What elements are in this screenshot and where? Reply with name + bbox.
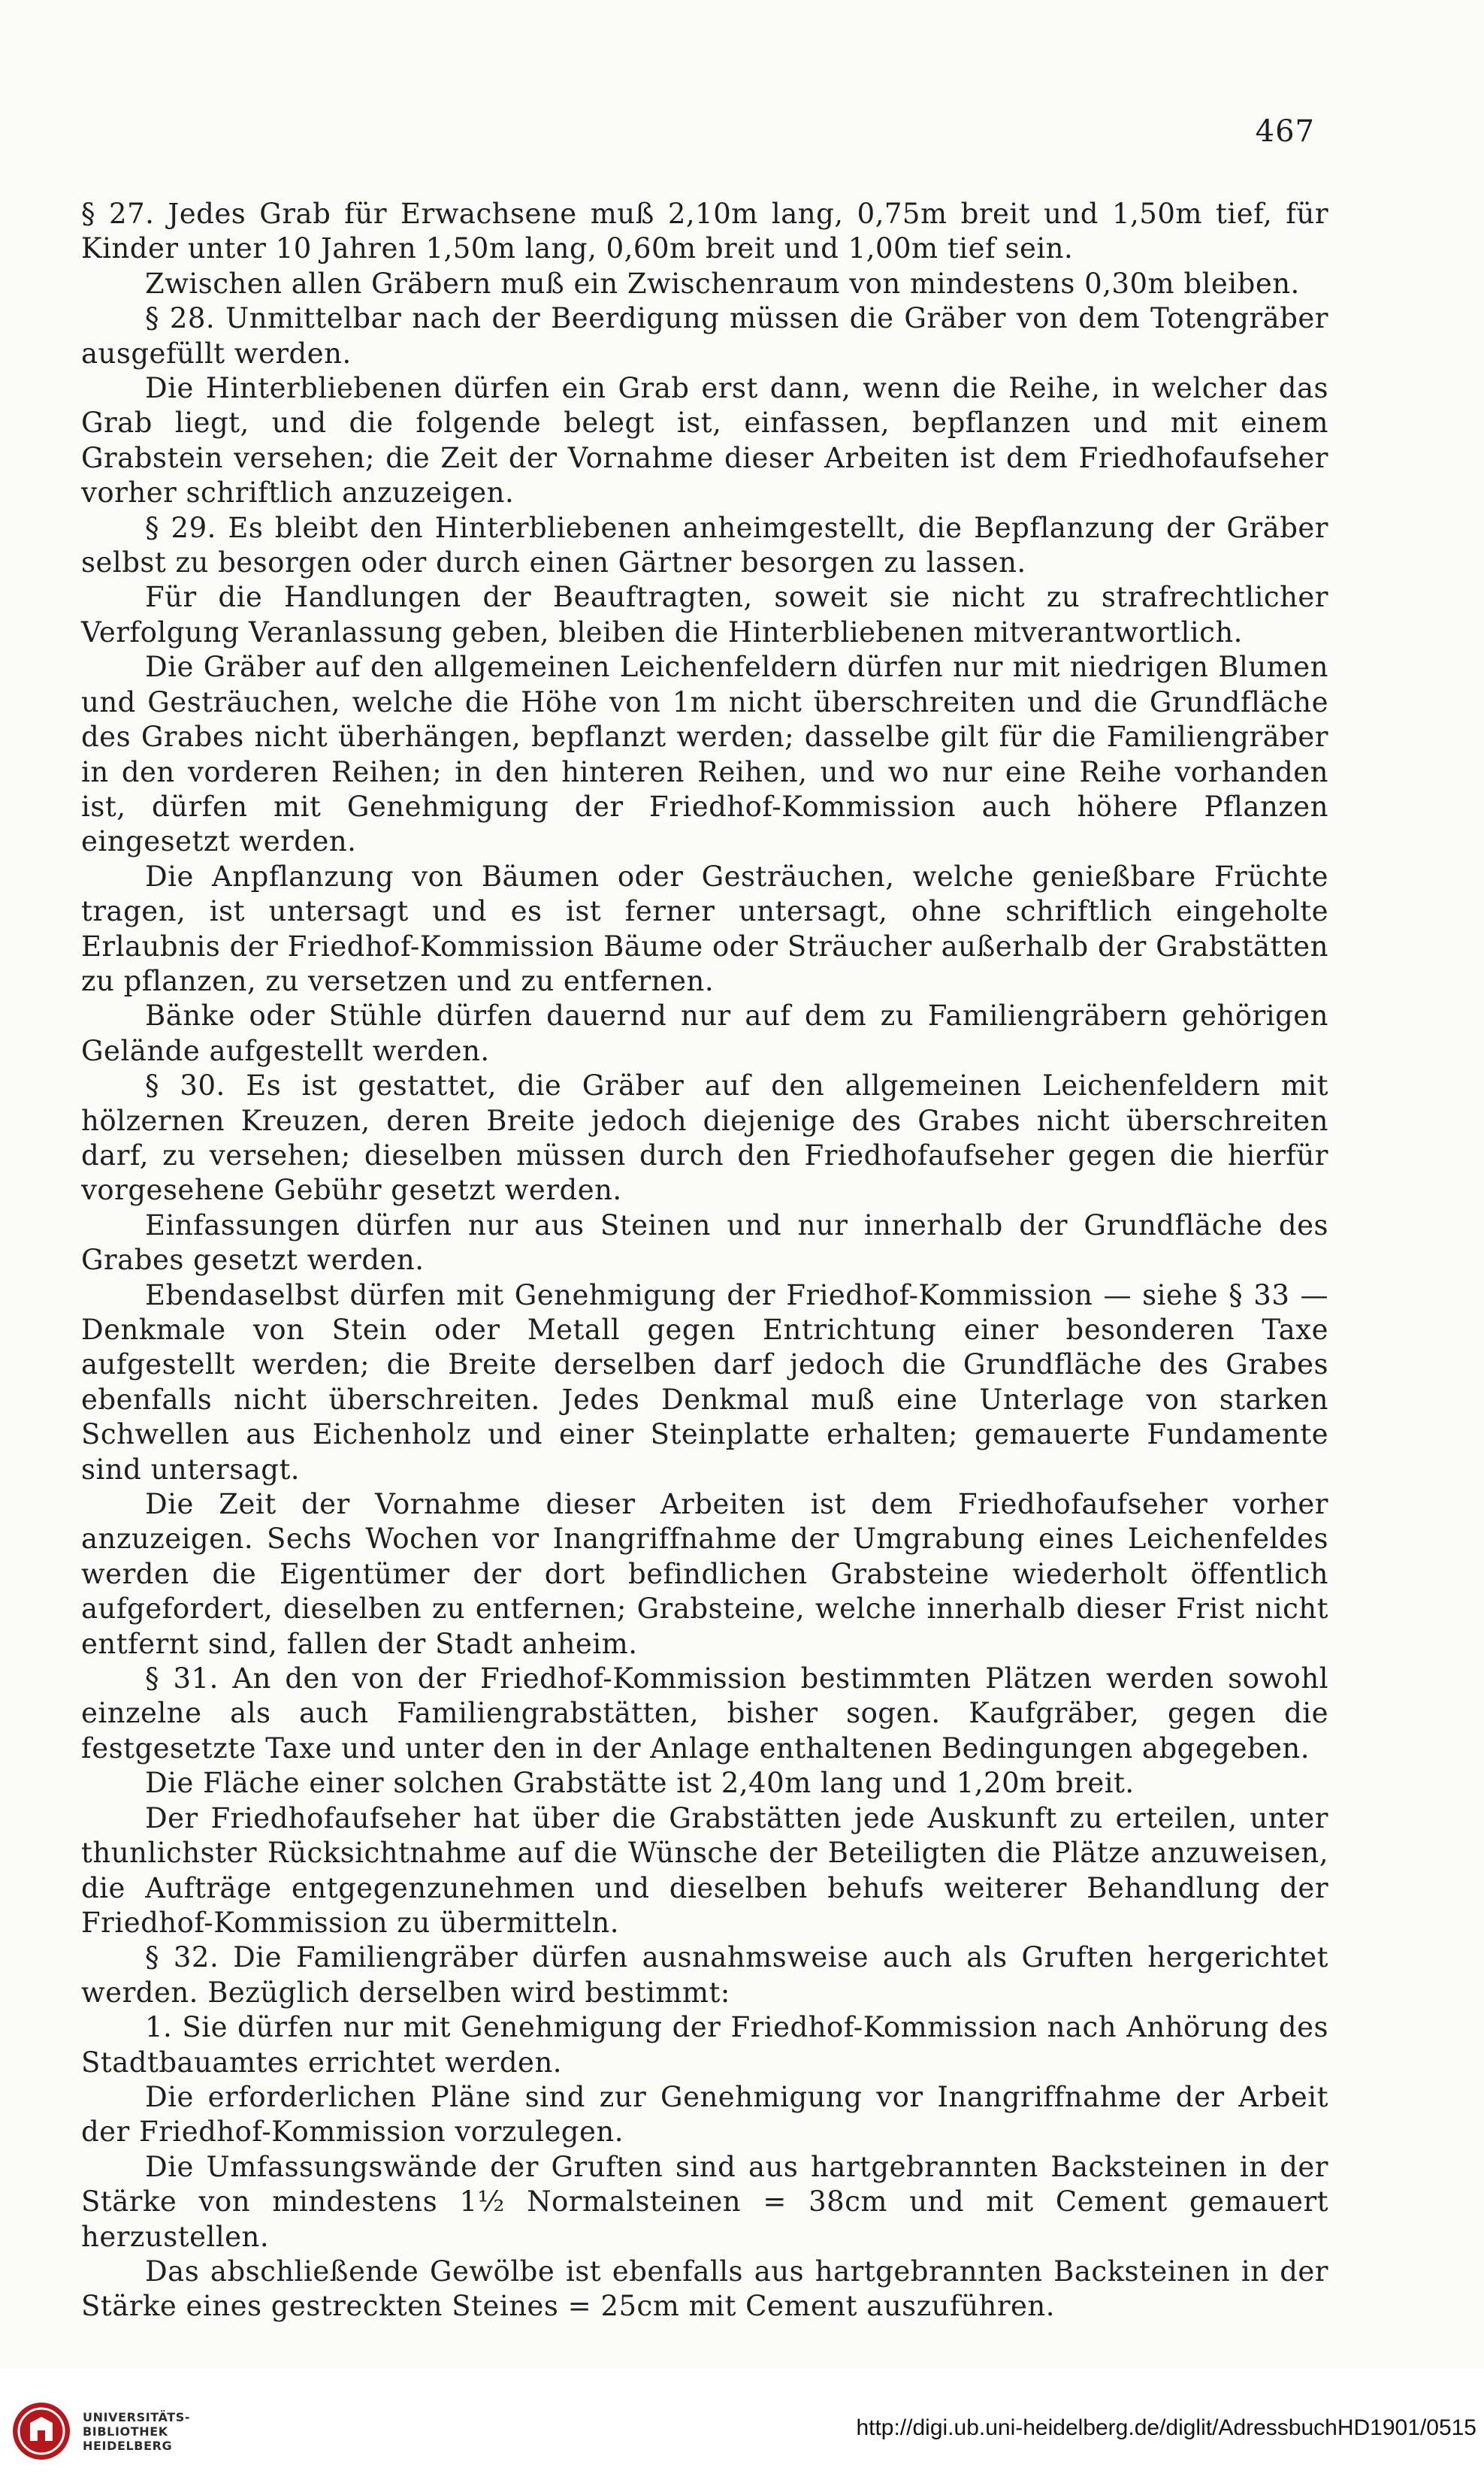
logo-line-1: UNIVERSITÄTS-	[83, 2409, 191, 2424]
paragraph: Zwischen allen Gräbern muß ein Zwischenraum von mindestens 0,30m bleiben.	[145, 267, 1300, 300]
list-item-1: 1. Sie dürfen nur mit Genehmigung der Friedhof-Kommission nach Anhörung des Stadtbauamtes errichtet werden.	[81, 2011, 1328, 2079]
paragraph: Das abschließende Gewölbe ist ebenfalls aus hartgebrannten Backsteinen in der Stärke eines gestreckten Steines = 25cm mit Cement auszuführen.	[81, 2255, 1328, 2323]
paragraph: Die Umfassungswände der Gruften sind aus hartgebrannten Backsteinen in der Stärke von mindestens 1½ Normalsteinen = 38cm und mit Cement gemauert herzustellen.	[81, 2150, 1328, 2253]
paragraph-32: § 32. Die Familiengräber dürfen ausnahmsweise auch als Gruften hergerichtet werden. Bezüglich derselben wird bestimmt:	[81, 1941, 1328, 2009]
paragraph: Bänke oder Stühle dürfen dauernd nur auf dem zu Familiengräbern gehörigen Gelände aufgestellt werden.	[81, 1000, 1328, 1067]
paragraph: Der Friedhofaufseher hat über die Grabstätten jede Auskunft zu erteilen, unter thunlichster Rücksichtnahme auf die Wünsche der Beteiligten die Plätze anzuweisen, die Aufträge entgegenzunehmen und dieselben behufs weiterer Behandlung der Friedhof-Kommission zu übermitteln.	[81, 1801, 1328, 1939]
paragraph: Die Hinterbliebenen dürfen ein Grab erst dann, wenn die Reihe, in welcher das Grab liegt, und die folgende belegt ist, einfassen, bepflanzen und mit einem Grabstein versehen; die Zeit der Vornahme dieser Arbeiten ist dem Friedhofaufseher vorher schriftlich anzuzeigen.	[81, 372, 1328, 510]
paragraph-28: § 28. Unmittelbar nach der Beerdigung müssen die Gräber von dem Totengräber ausgefüllt werden.	[81, 302, 1328, 370]
heidelberg-seal-icon	[11, 2400, 72, 2462]
paragraph-27: § 27. Jedes Grab für Erwachsene muß 2,10m lang, 0,75m breit und 1,50m tief, für Kinder unter 10 Jahren 1,50m lang, 0,60m breit und 1,00m tief sein.	[81, 198, 1328, 265]
source-url-link[interactable]: http://digi.ub.uni-heidelberg.de/diglit/AdressbuchHD1901/0515	[856, 2415, 1476, 2440]
library-name	[83, 2410, 190, 2453]
paragraph: Einfassungen dürfen nur aus Steinen und nur innerhalb der Grundfläche des Grabes gesetzt werden.	[81, 1208, 1328, 1277]
page-number: 467	[1255, 114, 1315, 149]
paragraph: Die Fläche einer solchen Grabstätte ist 2,40m lang und 1,20m breit.	[145, 1767, 1135, 1800]
paragraph: Für die Handlungen der Beauftragten, soweit sie nicht zu strafrechtlicher Verfolgung Veranlassung geben, bleiben die Hinterbliebenen mitverantwortlich.	[81, 581, 1328, 649]
paragraph: Die Gräber auf den allgemeinen Leichenfeldern dürfen nur mit niedrigen Blumen und Gesträuchen, welche die Höhe von 1m nicht überschreiten und die Grundfläche des Grabes nicht überhängen, bepflanzt werden; dasselbe gilt für die Familiengräber in den vorderen Reihen; in den hinteren Reihen, und wo nur eine Reihe vorhanden ist, dürfen mit Genehmigung der Friedhof-Kommission auch höhere Pflanzen eingesetzt werden.	[81, 651, 1328, 858]
paragraph: Ebendaselbst dürfen mit Genehmigung der Friedhof-Kommission — siehe § 33 — Denkmale von Stein oder Metall gegen Entrichtung einer besonderen Taxe aufgestellt werden; die Breite derselben darf jedoch die Grundfläche des Grabes ebenfalls nicht überschreiten. Jedes Denkmal muß eine Unterlage von starken Schwellen aus Eichenholz und einer Steinplatte erhalten; gemauerte Fundamente sind untersagt.	[81, 1278, 1328, 1486]
paragraph-29: § 29. Es bleibt den Hinterbliebenen anheimgestellt, die Bepflanzung der Gräber selbst zu besorgen oder durch einen Gärtner besorgen zu lassen.	[81, 511, 1328, 579]
logo-line-3: HEIDELBERG	[83, 2438, 173, 2453]
paragraph: Die Anpflanzung von Bäumen oder Gesträuchen, welche genießbare Früchte tragen, ist untersagt und es ist ferner untersagt, ohne schriftlich eingeholte Erlaubnis der Friedhof-Kommission Bäume oder Sträucher außerhalb der Grabstätten zu pflanzen, zu versetzen und zu entfernen.	[81, 860, 1328, 997]
body-text	[81, 197, 1328, 2324]
logo-line-2: BIBLIOTHEK	[83, 2424, 168, 2439]
paragraph: Die erforderlichen Pläne sind zur Genehmigung vor Inangriffnahme der Arbeit der Friedhof-Kommission vorzulegen.	[81, 2080, 1328, 2149]
library-logo	[11, 2400, 190, 2462]
paragraph: Die Zeit der Vornahme dieser Arbeiten ist dem Friedhofaufseher vorher anzuzeigen. Sechs Wochen vor Inangriffnahme der Umgrabung eines Leichenfeldes werden die Eigentümer der dort befindlichen Grabsteine wiederholt öffentlich aufgefordert, dieselben zu entfernen; Grabsteine, welche innerhalb dieser Frist nicht entfernt sind, fallen der Stadt anheim.	[81, 1488, 1328, 1660]
paragraph-31: § 31. An den von der Friedhof-Kommission bestimmten Plätzen werden sowohl einzelne als auch Familiengrabstätten, bisher sogen. Kaufgräber, gegen die festgesetzte Taxe und unter den in der Anlage enthaltenen Bedingungen abgegeben.	[81, 1662, 1328, 1765]
footer	[0, 2369, 1484, 2489]
paragraph-30: § 30. Es ist gestattet, die Gräber auf den allgemeinen Leichenfeldern mit hölzernen Kreuzen, deren Breite jedoch diejenige des Grabes nicht überschreiten darf, zu versehen; dieselben müssen durch den Friedhofaufseher gegen die hierfür vorgesehene Gebühr gesetzt werden.	[81, 1069, 1328, 1207]
